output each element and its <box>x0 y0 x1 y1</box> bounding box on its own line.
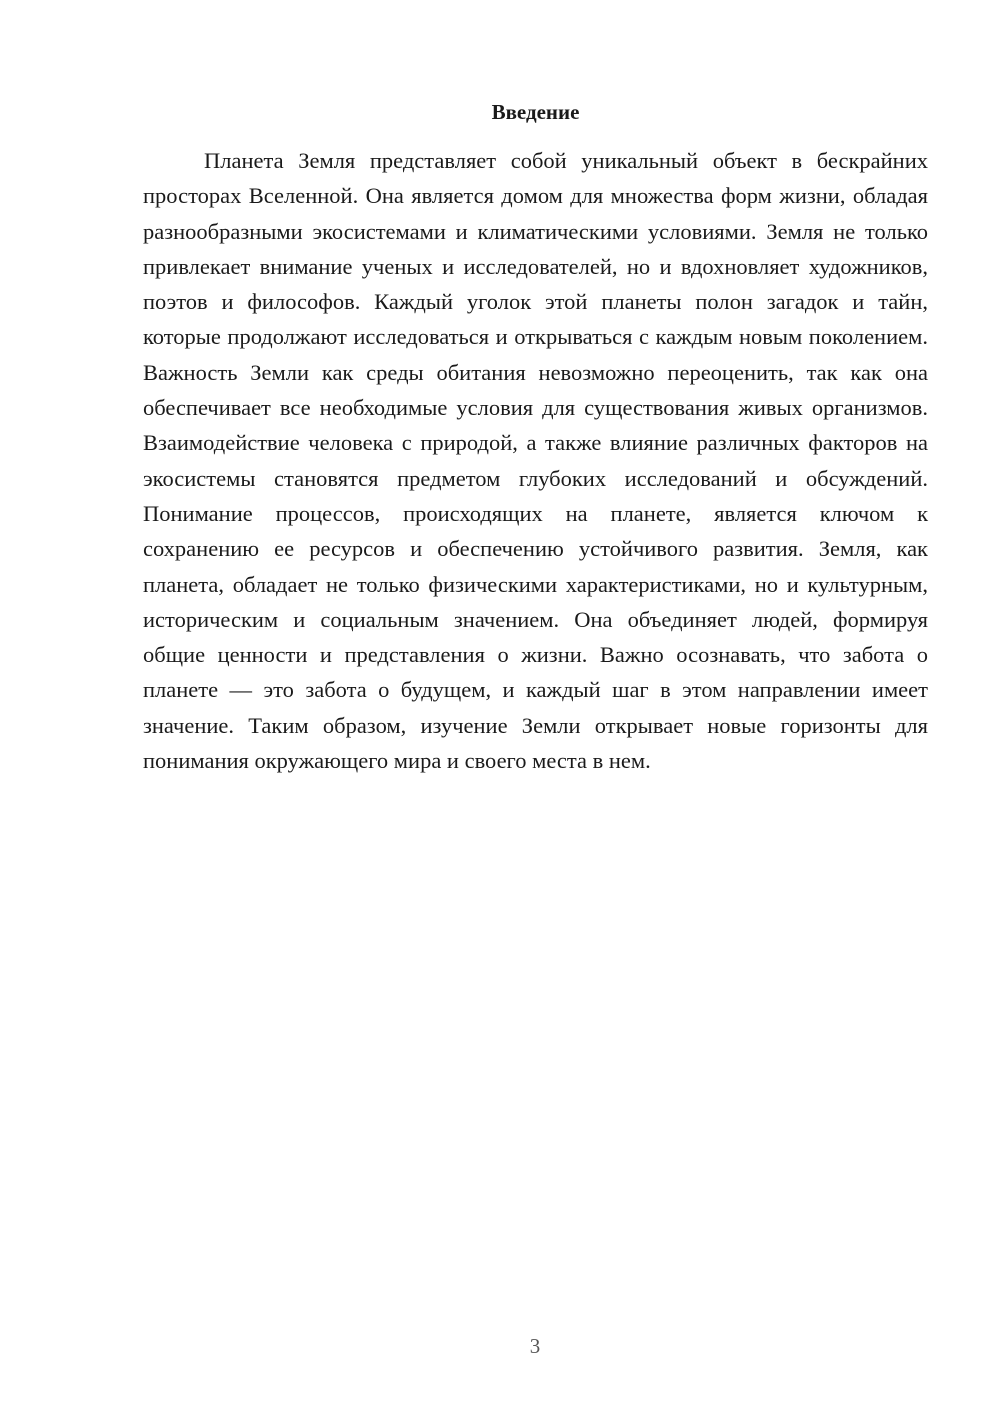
body-paragraph: Планета Земля представляет собой уникальный объект в бескрайних просторах Вселенной. Она является домом для множества форм жизни, обладая разнообразными экосистемами и климатическими условиями. Земля не только привлекает внимание ученых и исследователей, но и вдохновляет художников, поэтов и философов. Каждый уголок этой планеты полон загадок и тайн, которые продолжают исследоваться и открываться с каждым новым поколением. Важность Земли как среды обитания невозможно переоценить, так как она обеспечивает все необходимые условия для существования живых организмов. Взаимодействие человека с природой, а также влияние различных факторов на экосистемы становятся предметом глубоких исследований и обсуждений. Понимание процессов, происходящих на планете, является ключом к сохранению ее ресурсов и обеспечению устойчивого развития. Земля, как планета, обладает не только физическими характеристиками, но и культурным, историческим и социальным значением. Она объединяет людей, формируя общие ценности и представления о жизни. Важно осознавать, что забота о планете — это забота о будущем, и каждый шаг в этом направлении имеет значение. Таким образом, изучение Земли открывает новые горизонты для понимания окружающего мира и своего места в нем. <box>143 148 928 774</box>
section-heading: Введение <box>491 100 580 124</box>
page-number: 3 <box>529 1334 541 1358</box>
